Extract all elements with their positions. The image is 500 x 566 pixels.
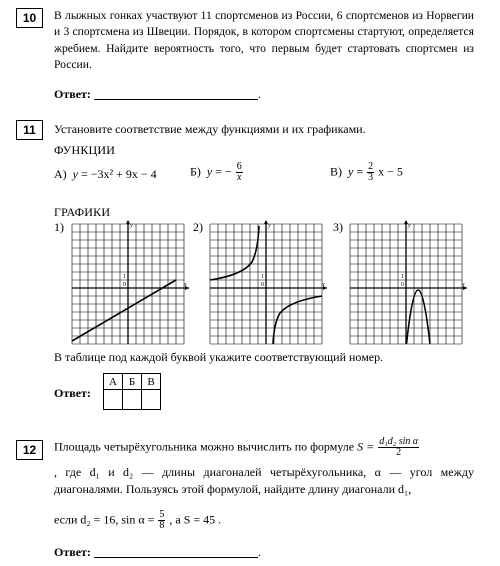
graph-3-x-label: x xyxy=(462,282,465,288)
function-b-rhs-prefix: = − xyxy=(215,164,232,179)
graph-3-origin: 0 xyxy=(401,282,404,288)
function-v-rhs-suffix: x − 5 xyxy=(378,164,403,179)
graph-1-y-label: y xyxy=(130,223,133,229)
answer-cell-b[interactable] xyxy=(123,390,142,410)
graph-3 xyxy=(348,220,470,348)
function-v xyxy=(330,162,403,183)
task-12-formula-fraction xyxy=(378,437,419,458)
task-12-given-suffix: , а S = 45 . xyxy=(169,512,222,527)
function-a-letter: А) xyxy=(54,167,67,181)
function-a-rhs: = −3x² + 9x − 4 xyxy=(81,167,157,181)
task-12-answer-field[interactable] xyxy=(94,556,258,558)
function-a-lhs: y xyxy=(72,167,78,181)
graph-1-tick-one: 1 xyxy=(123,274,126,280)
task-10-answer-dot: . xyxy=(258,87,261,101)
function-v-frac-num: 2 xyxy=(368,161,374,172)
task-11-answer-label: Ответ: xyxy=(54,386,91,400)
graph-3-y-label: y xyxy=(408,223,411,229)
task-12-answer-dot: . xyxy=(258,545,261,559)
task-12-formula-num: d₁d₂ sin α xyxy=(379,436,419,447)
graphs-heading: ГРАФИКИ xyxy=(54,205,111,219)
task-number-11: 11 xyxy=(16,120,43,140)
task-12-text-part1: Площадь четырёхугольника можно вычислить по формуле xyxy=(54,439,355,454)
function-b-frac-den: x xyxy=(237,172,242,183)
function-v-frac-den: 3 xyxy=(368,172,374,183)
function-b-letter: Б) xyxy=(190,164,201,179)
graph-2-label: 2) xyxy=(193,220,203,234)
task-12-given xyxy=(54,510,221,531)
graph-3-label: 3) xyxy=(333,220,343,234)
answer-cell-v[interactable] xyxy=(142,390,161,410)
task-12-line-1 xyxy=(54,437,420,458)
graph-3-tick-one: 1 xyxy=(401,274,404,280)
task-11-answer-table xyxy=(103,373,161,410)
task-12-formula-lhs: S = xyxy=(357,439,375,454)
graph-2-origin: 0 xyxy=(261,282,264,288)
function-v-letter: В) xyxy=(330,164,342,179)
function-b-fraction xyxy=(236,162,243,183)
function-b xyxy=(190,162,244,183)
function-b-lhs: y xyxy=(206,164,213,179)
task-12-given-prefix: если d₂ = 16, sin α = xyxy=(54,512,155,527)
graph-2-x-label: x xyxy=(322,282,325,288)
task-11-intro: Установите соответствие между функциями и их графиками. xyxy=(54,122,366,136)
functions-heading: ФУНКЦИИ xyxy=(54,143,116,157)
task-number-12: 12 xyxy=(16,440,43,460)
table-header-b: Б xyxy=(123,374,142,390)
graph-1-origin: 0 xyxy=(123,282,126,288)
task-12-text-part2: , где d₁ и d₂ — длины диагоналей четырёхугольника, α — угол между диагоналями. Пользуясь этой формулой, найдите длину диагонали d₁, xyxy=(54,465,474,496)
task-11-table-instruction: В таблице под каждой буквой укажите соответствующий номер. xyxy=(54,350,384,364)
task-12-given-frac-den: 8 xyxy=(159,520,165,531)
task-12-given-frac-num: 5 xyxy=(159,509,165,520)
function-v-fraction xyxy=(367,162,374,183)
task-10-text: В лыжных гонках участвуют 11 спортсменов из России, 6 спортсменов из Норвегии и 3 спортсмена из Швеции. Порядок, в котором спортсмены стартуют, определяется жребием. Найдите вероятность того, что первым будет стартовать спортсмен из России. xyxy=(54,9,474,72)
graph-2 xyxy=(208,220,330,348)
task-12-formula-den: 2 xyxy=(396,447,402,458)
function-v-rhs-prefix: = xyxy=(356,164,364,179)
graph-2-y-label: y xyxy=(268,223,271,229)
graph-1-x-label: x xyxy=(184,282,187,288)
graph-1 xyxy=(70,220,192,348)
table-header-v: В xyxy=(142,374,161,390)
task-10-answer-label: Ответ: xyxy=(54,87,91,101)
table-header-a: А xyxy=(104,374,123,390)
task-10-answer-field[interactable] xyxy=(94,98,258,100)
function-a xyxy=(54,167,157,182)
function-v-lhs: y xyxy=(348,164,354,179)
function-b-frac-num: 6 xyxy=(236,161,242,172)
graph-2-tick-one: 1 xyxy=(261,274,264,280)
task-12-answer-label: Ответ: xyxy=(54,545,91,559)
task-12-given-fraction xyxy=(158,510,165,531)
graph-1-label: 1) xyxy=(54,220,64,234)
answer-cell-a[interactable] xyxy=(104,390,123,410)
task-number-10: 10 xyxy=(16,8,43,28)
